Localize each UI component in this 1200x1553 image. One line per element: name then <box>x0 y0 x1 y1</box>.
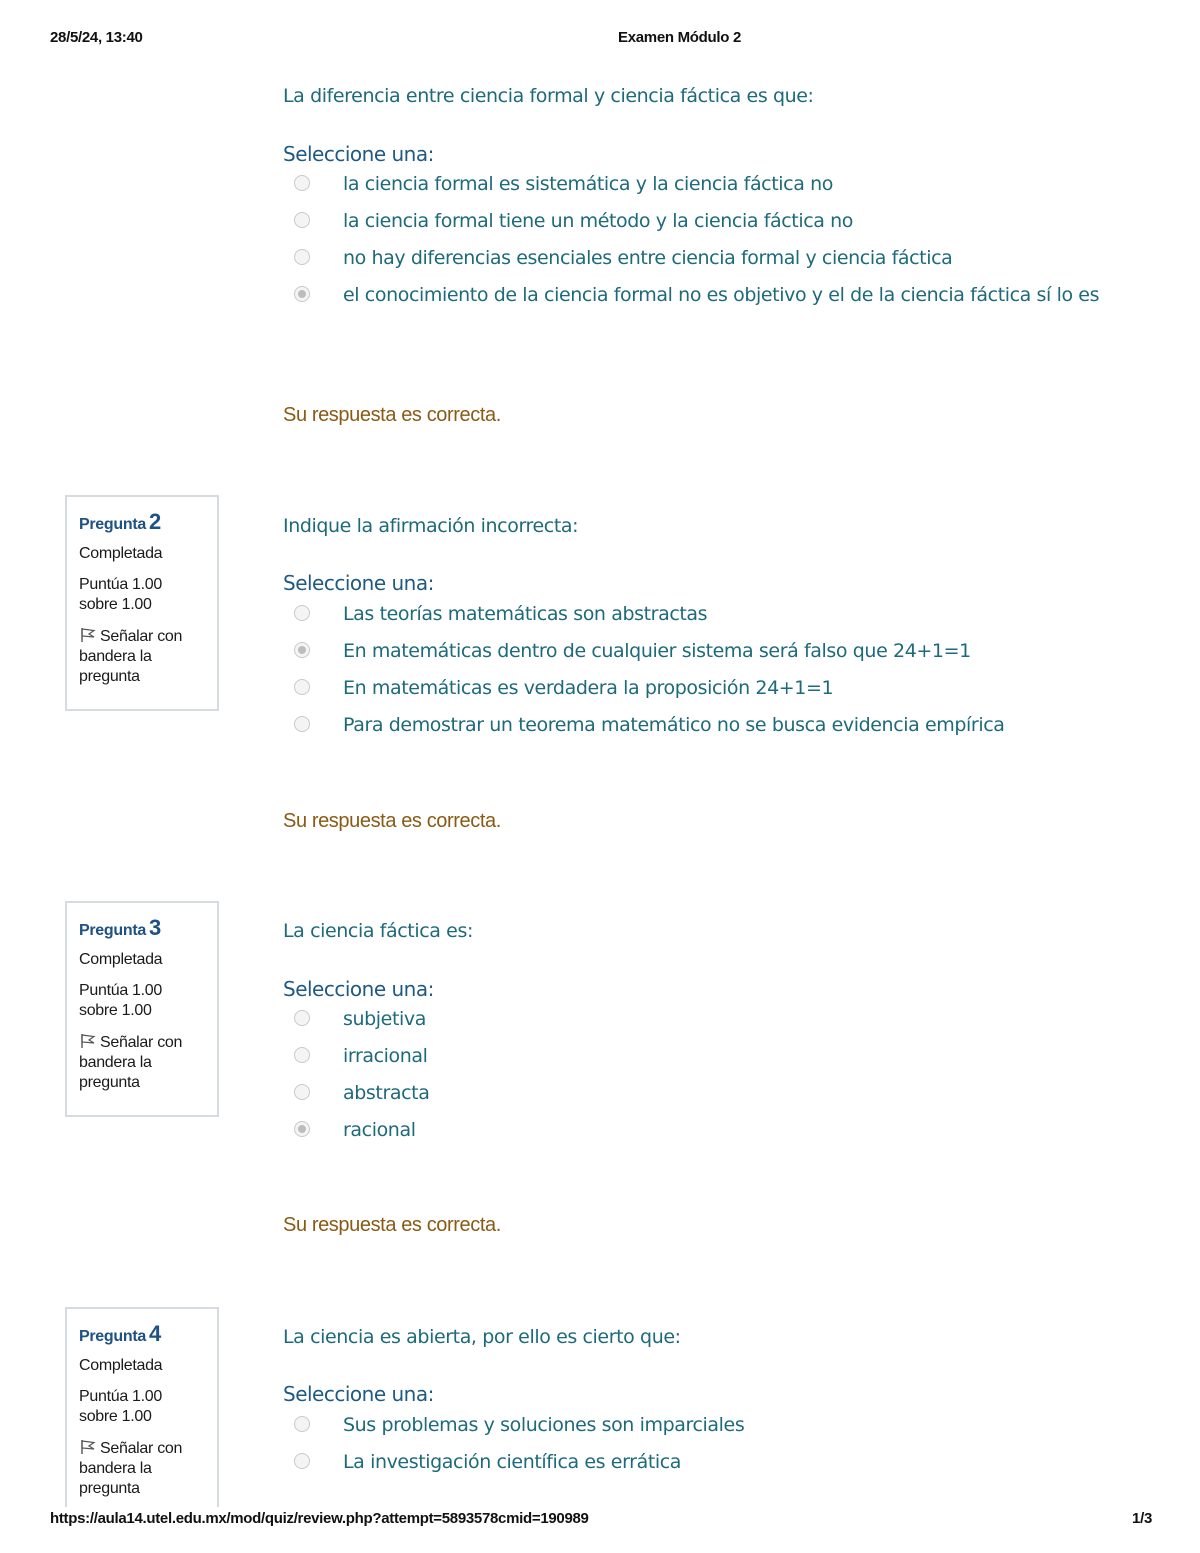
question-4-info <box>65 1307 219 1507</box>
question-3-option-d[interactable] <box>292 1118 1092 1142</box>
question-3-feedback: Su respuesta es correcta. <box>283 1214 501 1236</box>
question-2-info <box>65 495 219 711</box>
option-label: abstracta <box>343 1082 430 1104</box>
question-3-text: La ciencia fáctica es: <box>283 920 473 942</box>
question-4-option-a[interactable] <box>292 1413 1092 1437</box>
question-grade: Puntúa 1.00 sobre 1.00 <box>79 576 162 613</box>
question-2-feedback: Su respuesta es correcta. <box>283 810 501 832</box>
question-4-text: La ciencia es abierta, por ello es cierto que: <box>283 1326 681 1348</box>
radio-button[interactable] <box>294 175 310 191</box>
option-label: la ciencia formal tiene un método y la ciencia fáctica no <box>343 210 854 232</box>
option-label: En matemáticas es verdadera la proposición 24+1=1 <box>343 677 834 699</box>
question-1-option-b[interactable] <box>292 209 1092 233</box>
question-number: Pregunta 2 <box>79 509 161 534</box>
question-state: Completada <box>79 951 163 968</box>
option-label: Para demostrar un teorema matemático no se busca evidencia empírica <box>343 714 1005 736</box>
option-label: subjetiva <box>343 1008 426 1030</box>
question-grade: Puntúa 1.00 sobre 1.00 <box>79 1388 162 1425</box>
question-state: Completada <box>79 1357 163 1374</box>
option-label: Sus problemas y soluciones son imparciales <box>343 1414 745 1436</box>
radio-button[interactable] <box>294 679 310 695</box>
radio-button-selected[interactable] <box>294 642 310 658</box>
radio-button-selected[interactable] <box>294 286 310 302</box>
question-2-option-a[interactable] <box>292 602 1092 626</box>
question-2-text: Indique la afirmación incorrecta: <box>283 515 579 537</box>
question-4-prompt: Seleccione una: <box>283 1382 434 1406</box>
radio-button[interactable] <box>294 249 310 265</box>
question-4-option-b[interactable] <box>292 1450 1092 1474</box>
print-footer <box>50 1510 1152 1530</box>
question-3-option-a[interactable] <box>292 1007 1092 1031</box>
question-2-option-c[interactable] <box>292 676 1092 700</box>
question-1-option-d[interactable] <box>292 283 1102 307</box>
radio-button[interactable] <box>294 605 310 621</box>
question-3-info <box>65 901 219 1117</box>
question-3-option-b[interactable] <box>292 1044 1092 1068</box>
question-1-feedback: Su respuesta es correcta. <box>283 404 501 426</box>
option-label: el conocimiento de la ciencia formal no es objetivo y el de la ciencia fáctica sí lo es <box>343 284 1100 306</box>
flag-icon <box>79 1033 97 1049</box>
print-title: Examen Módulo 2 <box>618 29 742 46</box>
option-label: En matemáticas dentro de cualquier sistema será falso que 24+1=1 <box>343 640 971 662</box>
question-state: Completada <box>79 545 163 562</box>
option-label: La investigación científica es errática <box>343 1451 682 1473</box>
question-2-option-d[interactable] <box>292 713 1092 737</box>
flag-icon <box>79 627 97 643</box>
radio-button[interactable] <box>294 716 310 732</box>
question-1-text: La diferencia entre ciencia formal y ciencia fáctica es que: <box>283 85 814 107</box>
option-label: la ciencia formal es sistemática y la ciencia fáctica no <box>343 173 833 195</box>
radio-button-selected[interactable] <box>294 1121 310 1137</box>
option-label: no hay diferencias esenciales entre ciencia formal y ciencia fáctica <box>343 247 953 269</box>
question-number: Pregunta 3 <box>79 915 161 940</box>
option-label: irracional <box>343 1045 428 1067</box>
radio-button[interactable] <box>294 1047 310 1063</box>
radio-button[interactable] <box>294 1084 310 1100</box>
flag-question-link[interactable]: Señalar con bandera la pregunta <box>79 1440 183 1497</box>
flag-question-link[interactable]: Señalar con bandera la pregunta <box>79 628 183 685</box>
question-grade: Puntúa 1.00 sobre 1.00 <box>79 982 162 1019</box>
question-3-prompt: Seleccione una: <box>283 977 434 1001</box>
option-label: racional <box>343 1119 416 1141</box>
question-number: Pregunta 4 <box>79 1321 161 1346</box>
question-1-option-c[interactable] <box>292 246 1092 270</box>
radio-button[interactable] <box>294 1010 310 1026</box>
print-header <box>50 29 1152 49</box>
question-2-option-b[interactable] <box>292 639 1092 663</box>
radio-button[interactable] <box>294 1453 310 1469</box>
question-3-option-c[interactable] <box>292 1081 1092 1105</box>
question-2-prompt: Seleccione una: <box>283 571 434 595</box>
radio-button[interactable] <box>294 212 310 228</box>
print-url: https://aula14.utel.edu.mx/mod/quiz/review.php?attempt=5893578cmid=190989 <box>50 1510 589 1527</box>
flag-icon <box>79 1439 97 1455</box>
question-1-option-a[interactable] <box>292 172 1092 196</box>
question-1-prompt: Seleccione una: <box>283 142 434 166</box>
radio-button[interactable] <box>294 1416 310 1432</box>
print-page-number: 1/3 <box>1132 1510 1152 1527</box>
option-label: Las teorías matemáticas son abstractas <box>343 603 708 625</box>
print-datetime: 28/5/24, 13:40 <box>50 29 143 46</box>
flag-question-link[interactable]: Señalar con bandera la pregunta <box>79 1034 183 1091</box>
